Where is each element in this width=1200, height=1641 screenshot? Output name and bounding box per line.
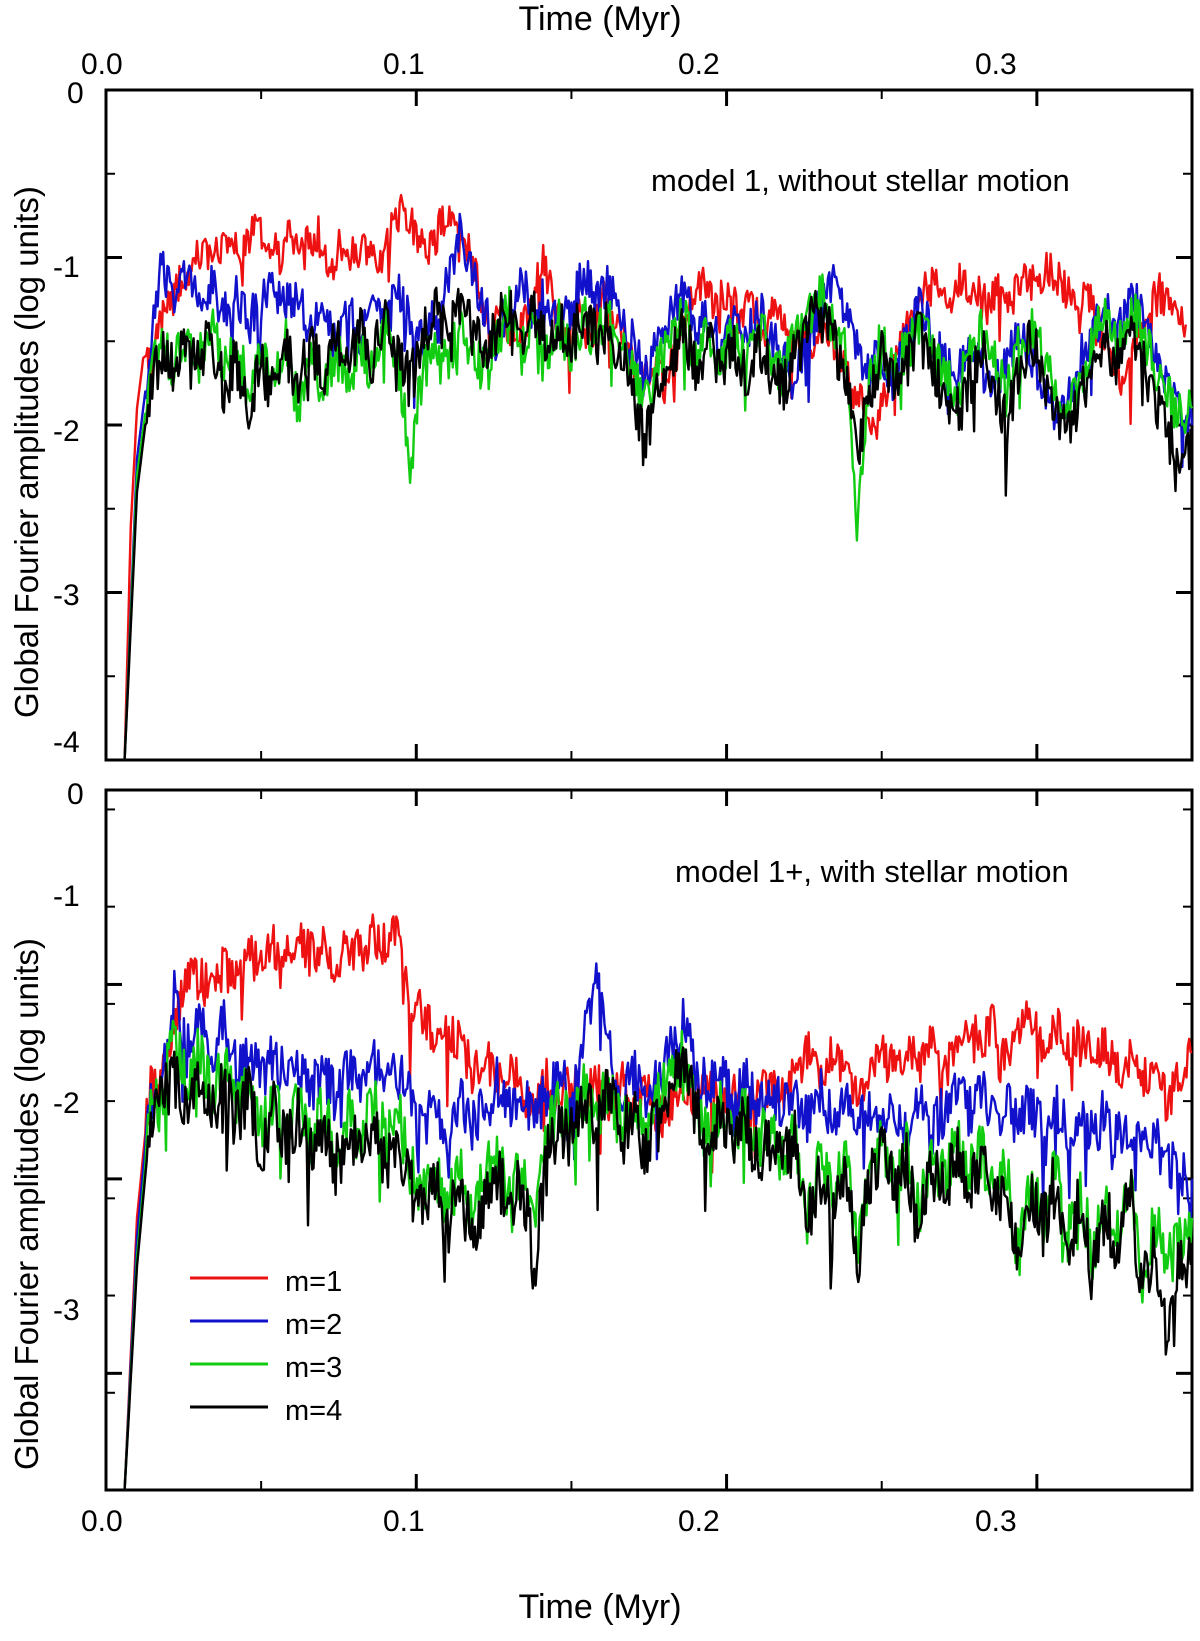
y-axis-label-bottom-panel: Global Fourier amplitudes (log units) (8, 938, 45, 1470)
bottom-panel-x-tick-3: 0.3 (975, 1505, 1017, 1538)
top-panel-x-tick-2: 0.2 (678, 48, 720, 81)
top-panel-y-tick-3: -3 (53, 579, 80, 612)
bottom-panel-y-tick-2: -2 (53, 1087, 80, 1120)
top-panel-y-tick-2: -2 (53, 415, 80, 448)
legend-label-m2: m=2 (285, 1309, 343, 1341)
top-panel-y-tick-4: -4 (53, 726, 80, 759)
series-line-m1 (125, 195, 1186, 760)
top-panel-caption: model 1, without stellar motion (651, 163, 1070, 198)
bottom-panel-x-tick-0: 0.0 (81, 1505, 123, 1538)
legend-label-m4: m=4 (285, 1395, 343, 1427)
top-axis-title (0, 0, 1200, 39)
top-panel-y-tick-1: -1 (53, 251, 80, 284)
bottom-panel-x-tick-2: 0.2 (678, 1505, 720, 1538)
top-panel-x-tick-3: 0.3 (975, 48, 1017, 81)
bottom-panel-y-tick-0: 0 (67, 778, 84, 811)
series-line-m3 (125, 275, 1192, 760)
legend-swatches (190, 1278, 268, 1407)
series-line-m4 (125, 288, 1192, 760)
y-axis-label-top-panel: Global Fourier amplitudes (log units) (8, 186, 45, 718)
bottom-axis-title (0, 1588, 1200, 1627)
top-panel-y-tick-0: 0 (67, 77, 84, 110)
bottom-panel-frame (106, 790, 1192, 1490)
bottom-axis-title-text: Time (Myr) (518, 1588, 682, 1626)
bottom-panel-y-tick-3: -3 (53, 1294, 80, 1327)
series-line-m2 (125, 214, 1192, 760)
legend-label-m1: m=1 (285, 1266, 343, 1298)
top-panel-x-tick-1: 0.1 (383, 48, 425, 81)
top-axis-title-text: Time (Myr) (518, 0, 682, 38)
top-panel-curves (125, 195, 1192, 760)
bottom-panel-caption: model 1+, with stellar motion (675, 854, 1069, 889)
top-panel-x-tick-0: 0.0 (81, 48, 123, 81)
bottom-panel-y-tick-1: -1 (53, 880, 80, 913)
bottom-panel-x-tick-1: 0.1 (383, 1505, 425, 1538)
legend-label-m3: m=3 (285, 1352, 343, 1384)
axis-ticks (106, 90, 1192, 1490)
